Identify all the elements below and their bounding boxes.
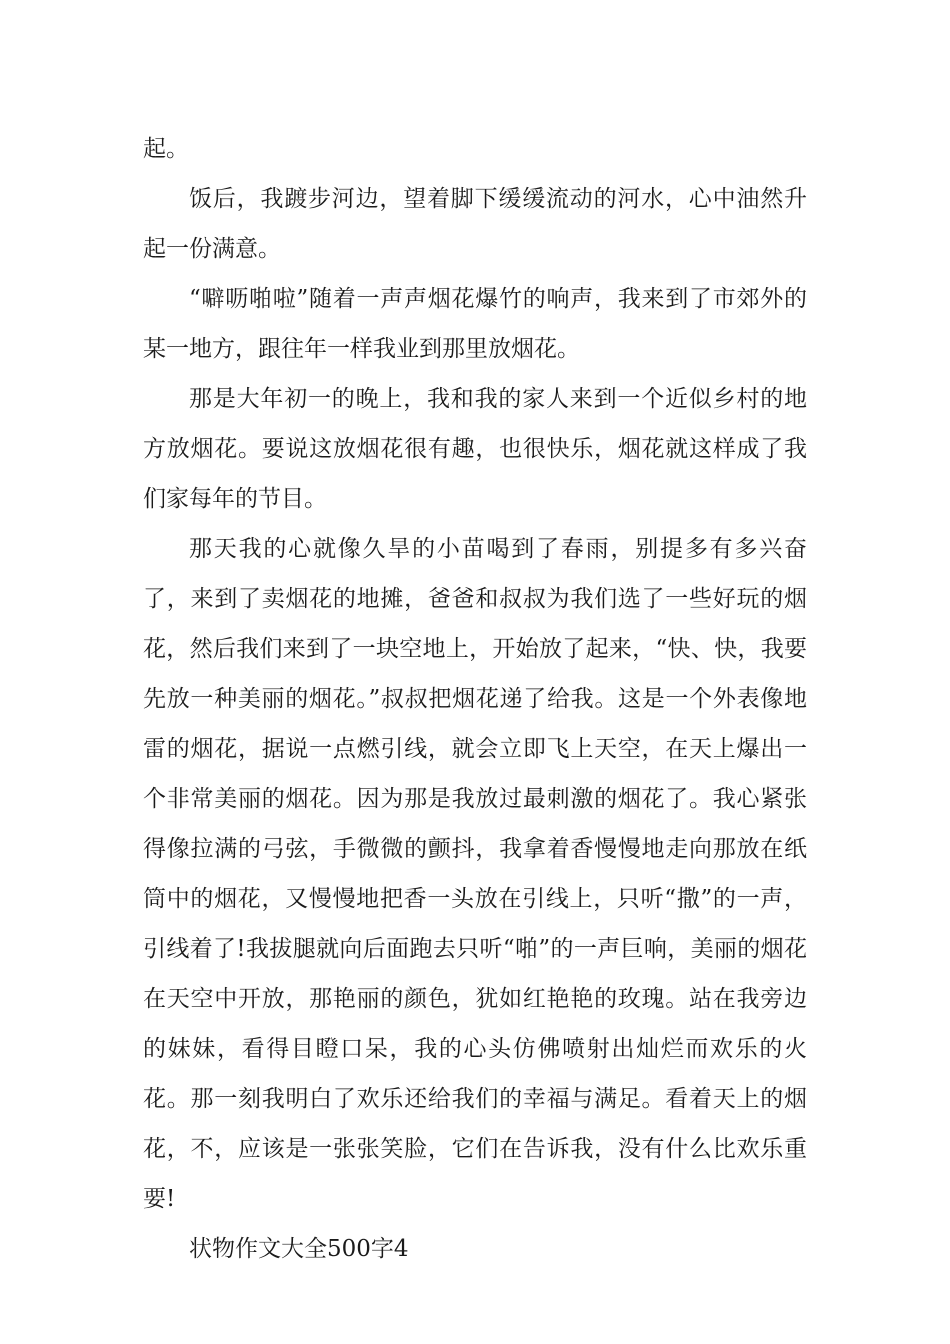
section-heading: 状物作文大全500字4 xyxy=(189,1236,409,1262)
paragraph-3: “噼呖啪啦”随着一声声烟花爆竹的响声，我来到了市郊外的某一地方，跟往年一样我业到那里放烟花。 xyxy=(143,286,807,362)
paragraph-1: 起。 xyxy=(143,136,189,162)
paragraph-4: 那是大年初一的晚上，我和我的家人来到一个近似乡村的地方放烟花。要说这放烟花很有趣，也很快乐，烟花就这样成了我们家每年的节目。 xyxy=(143,386,807,512)
document-body xyxy=(143,124,807,1274)
paragraph-2: 饭后，我踱步河边，望着脚下缓缓流动的河水，心中油然升起一份满意。 xyxy=(143,186,807,262)
paragraph-5: 那天我的心就像久旱的小苗喝到了春雨，别提多有多兴奋了，来到了卖烟花的地摊，爸爸和叔叔为我们选了一些好玩的烟花，然后我们来到了一块空地上，开始放了起来，“快、快，我要先放一种美丽的烟花。”叔叔把烟花递了给我。这是一个外表像地雷的烟花，据说一点燃引线，就会立即飞上天空，在天上爆出一个非常美丽的烟花。因为那是我放过最刺激的烟花了。我心紧张得像拉满的弓弦，手微微的颤抖，我拿着香慢慢地走向那放在纸筒中的烟花，又慢慢地把香一头放在引线上，只听“撒”的一声，引线着了!我拔腿就向后面跑去只听“啪”的一声巨响，美丽的烟花在天空中开放，那艳丽的颜色，犹如红艳艳的玫瑰。站在我旁边的妹妹，看得目瞪口呆，我的心头仿佛喷射出灿烂而欢乐的火花。那一刻我明白了欢乐还给我们的幸福与满足。看着天上的烟花，不，应该是一张张笑脸，它们在告诉我，没有什么比欢乐重要! xyxy=(143,536,807,1212)
